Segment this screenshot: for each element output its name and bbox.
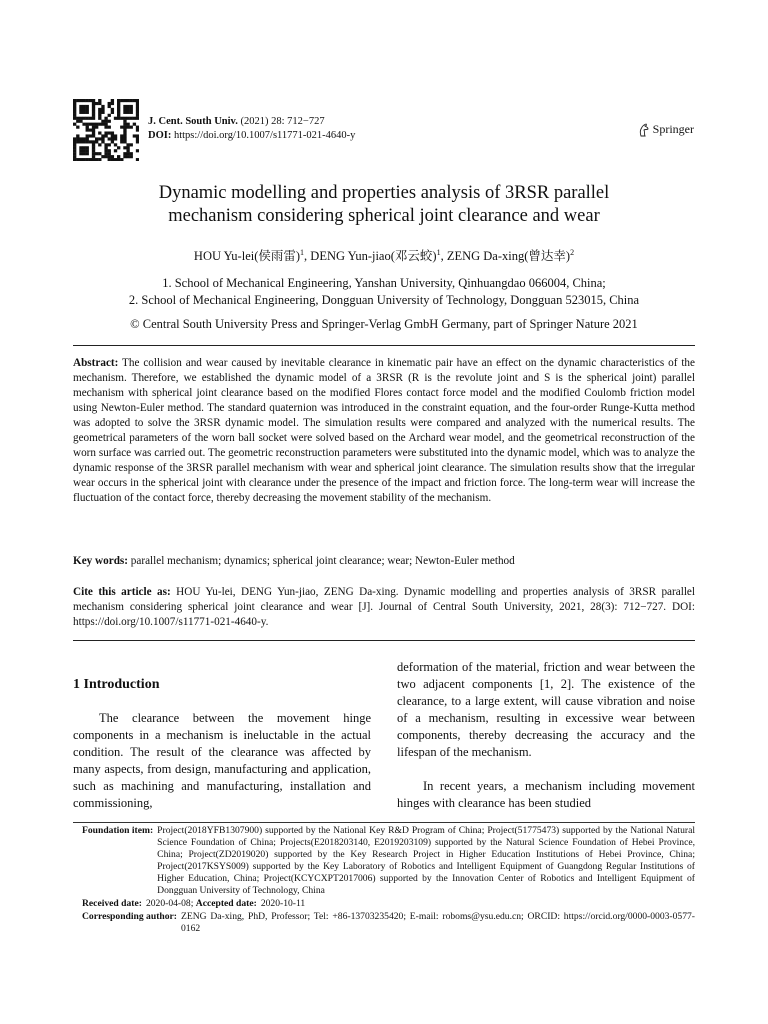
qr-module: [73, 123, 76, 126]
qr-module: [126, 146, 129, 149]
received-value: 2020-04-08;: [145, 898, 194, 909]
qr-module: [136, 126, 139, 129]
qr-module: [95, 158, 98, 161]
qr-module: [126, 108, 129, 111]
qr-module: [95, 140, 98, 143]
qr-module: [104, 131, 107, 134]
qr-module: [126, 111, 129, 114]
qr-module: [92, 117, 95, 120]
qr-module: [86, 152, 89, 155]
qr-module: [82, 111, 85, 114]
qr-module: [108, 152, 111, 155]
qr-module: [130, 143, 133, 146]
qr-module: [123, 129, 126, 132]
qr-module: [98, 131, 101, 134]
qr-module: [95, 102, 98, 105]
qr-module: [111, 131, 114, 134]
qr-module: [82, 158, 85, 161]
qr-module: [89, 123, 92, 126]
qr-module: [82, 123, 85, 126]
qr-module: [101, 155, 104, 158]
qr-module: [111, 99, 114, 102]
qr-module: [117, 155, 120, 158]
qr-module: [98, 123, 101, 126]
qr-module: [117, 158, 120, 161]
qr-module: [92, 158, 95, 161]
qr-module: [130, 99, 133, 102]
qr-module: [92, 155, 95, 158]
qr-module: [79, 99, 82, 102]
qr-module: [98, 102, 101, 105]
qr-module: [76, 140, 79, 143]
qr-module: [108, 155, 111, 158]
qr-module: [82, 108, 85, 111]
received-label: Received date:: [82, 898, 142, 909]
qr-module: [136, 140, 139, 143]
qr-module: [108, 131, 111, 134]
journal-header: [148, 115, 355, 143]
qr-module: [79, 137, 82, 140]
qr-module: [108, 114, 111, 117]
abstract-label: Abstract:: [73, 357, 119, 369]
journal-info: (2021) 28: 712−727: [240, 116, 325, 127]
qr-module: [101, 134, 104, 137]
qr-module: [126, 105, 129, 108]
cite-text: HOU Yu-lei, DENG Yun-jiao, ZENG Da-xing. Dynamic modelling and properties analysis of 3RSR parallel mechanism considering spherical joint clearance and wear [J]. Journal of Central South University, 2021, 28(3): 712−727. DOI: https://doi.org/10.1007/s11771-021-4640-y.: [73, 586, 696, 628]
qr-module: [92, 143, 95, 146]
qr-module: [123, 152, 126, 155]
qr-module: [98, 99, 101, 102]
qr-module: [101, 105, 104, 108]
qr-module: [73, 108, 76, 111]
qr-module: [117, 111, 120, 114]
qr-module: [73, 146, 76, 149]
qr-module: [123, 105, 126, 108]
qr-module: [82, 140, 85, 143]
qr-module: [73, 140, 76, 143]
qr-module: [73, 105, 76, 108]
divider: [73, 640, 695, 641]
qr-module: [92, 134, 95, 137]
author-3-affil: 2: [570, 247, 575, 257]
qr-module: [101, 111, 104, 114]
qr-module: [136, 137, 139, 140]
foundation-text: Project(2018YFB1307900) supported by the National Key R&D Program of China; Project(51775473) supported by the National Natural Science Foundation of China; Projects(E2018203140, E2019203109) supported by the Natural Science Foundation of Hebei Province, China; Project(ZD2019020) supported by the Key Research Project in Higher Education Institutions of Hebei Province, China; Project(2017KSYS009) supported by the Key Laboratory of Robotics and Intelligent Equipment of Guangdong Regular Institutions of Higher Education, China; Project(KCYCXPT2017006) supported by the Innovation Center of Robotics and Intelligent Equipment of Dongguan University of Technology, China: [157, 825, 695, 896]
qr-module: [111, 111, 114, 114]
qr-module: [79, 149, 82, 152]
author-list: [70, 246, 698, 264]
qr-module: [86, 146, 89, 149]
qr-module: [126, 123, 129, 126]
author-sep: ,: [440, 249, 447, 263]
qr-module: [108, 137, 111, 140]
qr-module: [120, 158, 123, 161]
qr-module: [136, 129, 139, 132]
qr-module: [79, 108, 82, 111]
qr-module: [76, 137, 79, 140]
qr-module: [95, 137, 98, 140]
qr-module: [73, 137, 76, 140]
qr-module: [108, 102, 111, 105]
qr-module: [92, 131, 95, 134]
qr-module: [73, 158, 76, 161]
qr-module: [98, 117, 101, 120]
qr-module: [86, 137, 89, 140]
publisher-name: Springer: [652, 122, 694, 136]
qr-module: [136, 114, 139, 117]
qr-module: [114, 158, 117, 161]
qr-module: [117, 105, 120, 108]
qr-module: [114, 137, 117, 140]
qr-module: [136, 111, 139, 114]
qr-module: [89, 117, 92, 120]
qr-module: [98, 143, 101, 146]
qr-module: [136, 149, 139, 152]
qr-module: [126, 99, 129, 102]
abstract-text: The collision and wear caused by inevitable clearance in kinematic pair have an effect on the dynamic characteristics of the mechanism. Therefore, we established the dynamic model of a 3RSR (R is the revolute joint and S is the spherical joint) parallel mechanism with spherical joint clearance based on the modified Flores contact force model and the modified Coulomb friction model using Newton-Euler method. The standard quaternion was introduced in the constraint equation, and the four-order Runge-Kutta method was adopted to solve the 3RSR dynamic model. The simulation results were compared and analyzed with the numerical results. The geometrical parameters of the worn ball socket were solved based on the Archard wear model, and the geometrical reconstruction of the worn surface was carried out. The geometric reconstruction parameters were substituted into the dynamic model, which was to analyze the dynamic response of the 3RSR parallel mechanism with wear and spherical joint clearance. The simulation results show that the irregular wear occurs in the spherical joint with clearance under the presence of the impact and friction force. The long-term wear will increase the fluctuation of the contact force, thereby decreasing the movement stability of the mechanism.: [73, 357, 695, 504]
qr-module: [114, 149, 117, 152]
qr-module: [79, 152, 82, 155]
qr-module: [117, 146, 120, 149]
accepted-value: 2020-10-11: [260, 898, 306, 909]
qr-module: [92, 152, 95, 155]
qr-module: [82, 105, 85, 108]
qr-module: [92, 111, 95, 114]
doi-label: DOI:: [148, 130, 172, 141]
qr-module: [76, 134, 79, 137]
accepted-label: Accepted date:: [195, 898, 257, 909]
qr-module: [130, 108, 133, 111]
keywords-label: Key words:: [73, 555, 128, 567]
qr-module: [92, 102, 95, 105]
qr-module: [133, 123, 136, 126]
qr-module: [130, 155, 133, 158]
qr-module: [120, 117, 123, 120]
qr-module: [92, 108, 95, 111]
qr-module: [73, 99, 76, 102]
qr-module: [108, 143, 111, 146]
affiliation-1: 1. School of Mechanical Engineering, Yanshan University, Qinhuangdao 066004, China;: [162, 276, 606, 290]
qr-module: [73, 117, 76, 120]
qr-module: [79, 146, 82, 149]
qr-module: [136, 102, 139, 105]
qr-module: [73, 155, 76, 158]
qr-module: [89, 140, 92, 143]
qr-module: [136, 105, 139, 108]
divider: [73, 345, 695, 346]
qr-module: [86, 105, 89, 108]
foundation-item: [82, 825, 695, 897]
qr-module: [82, 152, 85, 155]
qr-module: [104, 155, 107, 158]
qr-module: [123, 126, 126, 129]
qr-module: [123, 108, 126, 111]
author-1-affil: 1: [300, 247, 305, 257]
qr-module: [82, 99, 85, 102]
qr-module: [86, 111, 89, 114]
qr-module: [123, 123, 126, 126]
cite-label: Cite this article as:: [73, 586, 171, 598]
affiliation-2: 2. School of Mechanical Engineering, Dongguan University of Technology, Dongguan 523015, China: [128, 293, 640, 307]
qr-module: [92, 140, 95, 143]
dates-line: [82, 898, 695, 910]
qr-module: [111, 134, 114, 137]
qr-module: [76, 120, 79, 123]
doi-link[interactable]: https://doi.org/10.1007/s11771-021-4640-y: [173, 130, 356, 141]
qr-module: [95, 126, 98, 129]
qr-module: [136, 99, 139, 102]
qr-module: [101, 120, 104, 123]
qr-module: [123, 146, 126, 149]
qr-module: [104, 146, 107, 149]
qr-module: [123, 111, 126, 114]
qr-module: [108, 149, 111, 152]
qr-module: [130, 111, 133, 114]
qr-module: [120, 140, 123, 143]
qr-module: [104, 123, 107, 126]
qr-module: [123, 140, 126, 143]
keywords-text: parallel mechanism; dynamics; spherical joint clearance; wear; Newton-Euler method: [130, 555, 515, 567]
qr-module: [86, 134, 89, 137]
qr-module: [104, 126, 107, 129]
qr-module: [104, 117, 107, 120]
qr-module: [104, 120, 107, 123]
qr-module: [111, 102, 114, 105]
qr-module: [114, 134, 117, 137]
qr-module: [111, 155, 114, 158]
qr-module: [73, 102, 76, 105]
qr-module: [86, 99, 89, 102]
qr-module: [89, 99, 92, 102]
qr-module: [111, 158, 114, 161]
qr-module: [89, 134, 92, 137]
corresponding-author: [82, 911, 695, 935]
qr-module: [101, 140, 104, 143]
qr-module: [126, 152, 129, 155]
qr-module: [104, 152, 107, 155]
qr-module: [73, 152, 76, 155]
qr-module: [136, 108, 139, 111]
qr-module: [111, 137, 114, 140]
qr-module: [76, 117, 79, 120]
qr-module: [117, 108, 120, 111]
qr-module: [123, 134, 126, 137]
qr-module: [98, 114, 101, 117]
qr-module: [108, 105, 111, 108]
qr-module: [123, 120, 126, 123]
publisher-logo: [638, 122, 694, 137]
right-column-paragraph-1: deformation of the material, friction and wear between the two adjacent components [1, 2]. The existence of the clearance, to a large extent, will cause vibration and noise of a mechanism, resulting in excessive wear between components, thereby decreasing the accuracy and the lifespan of the mechanism.: [397, 660, 695, 759]
qr-module: [86, 126, 89, 129]
qr-module: [86, 140, 89, 143]
qr-module: [86, 158, 89, 161]
springer-horse-icon: [638, 123, 650, 137]
section-heading: 1 Introduction: [73, 677, 160, 692]
qr-module: [123, 137, 126, 140]
qr-module: [76, 126, 79, 129]
qr-module: [92, 114, 95, 117]
qr-module: [79, 120, 82, 123]
author-2-affil: 1: [436, 247, 441, 257]
qr-module: [79, 158, 82, 161]
foundation-label: Foundation item:: [82, 825, 154, 836]
title-line-2: mechanism considering spherical joint clearance and wear: [168, 206, 600, 226]
copyright-line: © Central South University Press and Springer-Verlag GmbH Germany, part of Springer Nature 2021: [130, 317, 638, 331]
qr-module: [92, 123, 95, 126]
qr-module: [130, 105, 133, 108]
qr-module: [86, 123, 89, 126]
qr-module: [130, 126, 133, 129]
qr-module: [86, 149, 89, 152]
author-2: DENG Yun-jiao(邓云蛟): [310, 249, 437, 263]
qr-code-icon: [73, 99, 139, 161]
author-3: ZENG Da-xing(曾达幸): [446, 249, 571, 263]
qr-module: [133, 117, 136, 120]
qr-module: [108, 158, 111, 161]
qr-module: [133, 99, 136, 102]
qr-module: [104, 134, 107, 137]
qr-module: [89, 158, 92, 161]
qr-module: [92, 129, 95, 132]
corresponding-label: Corresponding author:: [82, 911, 177, 922]
qr-module: [82, 149, 85, 152]
qr-module: [126, 143, 129, 146]
qr-module: [133, 134, 136, 137]
footnote-divider: [73, 822, 695, 823]
qr-module: [73, 143, 76, 146]
author-1: HOU Yu-lei(侯雨雷): [193, 249, 301, 263]
qr-module: [101, 108, 104, 111]
footnotes: [82, 825, 695, 935]
qr-module: [73, 111, 76, 114]
qr-module: [136, 158, 139, 161]
qr-module: [120, 134, 123, 137]
qr-module: [98, 111, 101, 114]
qr-module: [86, 108, 89, 111]
qr-module: [126, 155, 129, 158]
qr-module: [86, 129, 89, 132]
qr-module: [79, 117, 82, 120]
qr-module: [136, 134, 139, 137]
qr-module: [82, 146, 85, 149]
qr-module: [130, 152, 133, 155]
author-sep: ,: [304, 249, 311, 263]
keywords: [73, 554, 695, 569]
abstract: [73, 356, 695, 506]
qr-module: [136, 117, 139, 120]
qr-module: [82, 117, 85, 120]
qr-module: [76, 158, 79, 161]
qr-module: [79, 105, 82, 108]
qr-module: [108, 120, 111, 123]
qr-module: [108, 126, 111, 129]
qr-module: [123, 117, 126, 120]
qr-module: [120, 137, 123, 140]
qr-module: [123, 131, 126, 134]
qr-module: [111, 108, 114, 111]
qr-module: [117, 99, 120, 102]
qr-module: [130, 117, 133, 120]
qr-module: [104, 149, 107, 152]
qr-module: [101, 123, 104, 126]
right-column-paragraph-2: In recent years, a mechanism including movement hinges with clearance has been studied: [397, 779, 695, 810]
qr-module: [79, 111, 82, 114]
citation: [73, 585, 695, 630]
qr-module: [114, 143, 117, 146]
qr-module: [82, 137, 85, 140]
qr-module: [92, 105, 95, 108]
qr-module: [98, 108, 101, 111]
corresponding-text: ZENG Da-xing, PhD, Professor; Tel: +86-13703235420; E-mail: roboms@ysu.edu.cn; ORCID: https://orcid.org/0000-0003-0577-0162: [180, 911, 695, 934]
qr-module: [117, 114, 120, 117]
title-line-1: Dynamic modelling and properties analysis of 3RSR parallel: [158, 183, 610, 203]
journal-name: J. Cent. South Univ.: [148, 116, 238, 127]
qr-module: [98, 152, 101, 155]
qr-module: [98, 158, 101, 161]
qr-module: [92, 146, 95, 149]
qr-module: [92, 149, 95, 152]
qr-module: [120, 99, 123, 102]
qr-module: [73, 149, 76, 152]
qr-module: [111, 140, 114, 143]
qr-module: [92, 126, 95, 129]
qr-module: [73, 114, 76, 117]
qr-module: [92, 99, 95, 102]
left-column-paragraph: The clearance between the movement hinge components in a mechanism is ineluctable in the actual condition. The result of the clearance was affected by many aspects, from design, manufacturing and application, such as machining and manufacturing, installation and commissioning,: [73, 711, 371, 810]
qr-module: [126, 126, 129, 129]
qr-module: [123, 99, 126, 102]
qr-module: [117, 102, 120, 105]
qr-module: [89, 129, 92, 132]
qr-module: [126, 149, 129, 152]
qr-module: [120, 126, 123, 129]
qr-module: [95, 123, 98, 126]
qr-module: [126, 117, 129, 120]
qr-module: [79, 140, 82, 143]
qr-module: [76, 99, 79, 102]
qr-module: [117, 117, 120, 120]
paper-title: [70, 182, 698, 228]
qr-module: [98, 137, 101, 140]
qr-module: [95, 152, 98, 155]
qr-module: [101, 137, 104, 140]
qr-module: [104, 143, 107, 146]
qr-module: [114, 117, 117, 120]
qr-module: [86, 117, 89, 120]
qr-module: [123, 155, 126, 158]
